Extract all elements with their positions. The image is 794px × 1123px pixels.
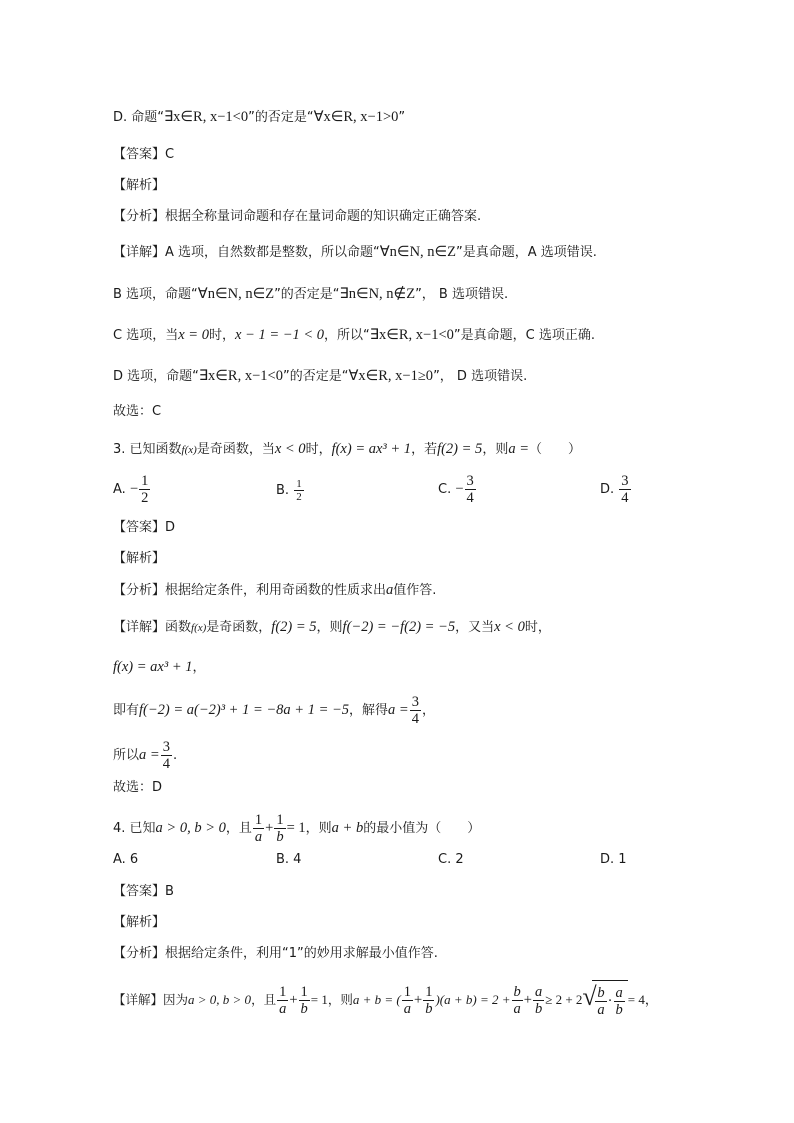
math-expression: f(2) = 5 — [437, 441, 483, 457]
q3-option-a — [113, 473, 151, 506]
operator: · — [607, 993, 613, 1009]
fraction — [533, 984, 544, 1017]
q3-detail-2 — [113, 657, 206, 678]
q2-answer: 【答案】C — [113, 147, 175, 162]
text: ， — [421, 703, 435, 718]
numerator: 1 — [276, 812, 284, 828]
operator: + — [289, 992, 298, 1008]
math-expression: a > 0, b > 0 — [155, 820, 226, 836]
q3-option-d — [600, 473, 632, 506]
denominator: 4 — [411, 711, 419, 727]
q2-detail-c — [113, 325, 595, 346]
option-label: A. — [113, 482, 126, 497]
denominator: a — [597, 1002, 605, 1018]
q3-detail-3 — [113, 690, 435, 731]
fraction — [410, 694, 421, 727]
q4-fenxi: 【分析】根据给定条件，利用“1”的妙用求解最小值作答. — [113, 946, 438, 961]
text: 【分析】根据给定条件，利用奇函数的性质求出 — [113, 583, 387, 598]
q3-fenxi — [113, 580, 436, 601]
operator: + — [523, 992, 532, 1008]
numerator: 1 — [296, 478, 302, 490]
numerator: 1 — [254, 812, 263, 828]
text: ，解得 — [349, 703, 389, 718]
q2-fenxi: 【分析】根据全称量词命题和存在量词命题的知识确定正确答案. — [113, 209, 482, 224]
q4-stem — [113, 808, 480, 849]
fraction — [294, 478, 304, 503]
text: ，则 — [305, 821, 332, 836]
text: 是奇函数， — [206, 620, 272, 635]
math-expression: ≥ 2 + 2 — [545, 992, 583, 1007]
text: 所以 — [113, 748, 140, 763]
denominator: 2 — [296, 491, 302, 503]
q2-jiexi: 【解析】 — [113, 178, 166, 193]
q4-jiexi: 【解析】 — [113, 915, 166, 930]
text: ，且 — [251, 992, 277, 1007]
denominator: b — [534, 1001, 543, 1017]
q3-option-b — [276, 478, 305, 503]
math-expression: a > 0, b > 0 — [188, 992, 252, 1007]
text: ”的否定是“ — [274, 287, 340, 302]
denominator: b — [615, 1002, 623, 1018]
math-expression: ∃x∈R, x−1<0 — [198, 368, 283, 384]
option-label: D. — [600, 482, 615, 497]
text: ，则 — [327, 992, 353, 1007]
text: . — [172, 748, 178, 763]
fraction — [274, 812, 285, 845]
math-expression: = 1 — [286, 820, 306, 836]
q4-option-d: D. 1 — [600, 852, 627, 867]
fraction — [161, 739, 172, 772]
fraction — [299, 984, 310, 1017]
text: ”的否定是“ — [248, 110, 314, 125]
math-expression: ∀n∈N, n∈Z — [379, 244, 457, 260]
text: 【详解】A 选项，自然数都是整数，所以命题“ — [113, 245, 380, 260]
math-expression: f(x) = ax³ + 1 — [113, 659, 193, 675]
math-expression: a = — [139, 747, 160, 763]
denominator: a — [279, 1001, 287, 1017]
math-expression: ∀x∈R, x−1>0 — [313, 109, 399, 125]
fraction: $\frac{1}{a}$ — [403, 984, 411, 1017]
text: 即有 — [113, 703, 140, 718]
q2-detail-d — [113, 366, 527, 387]
denominator: 4 — [466, 490, 474, 506]
text: ” — [398, 110, 406, 125]
operator: + — [265, 820, 274, 836]
denominator: 2 — [141, 490, 149, 506]
numerator: b — [513, 984, 521, 1000]
numerator: 3 — [162, 739, 170, 755]
q3-detail-1 — [113, 617, 551, 638]
text: 时， — [524, 620, 551, 635]
fraction — [512, 984, 523, 1017]
numerator: 1 — [300, 984, 308, 1000]
q4-option-a: A. 6 — [113, 852, 139, 867]
q2-option-d — [113, 107, 405, 128]
math-expression: f(x) = ax³ + 1 — [331, 441, 412, 457]
radicand — [592, 980, 627, 1021]
math-expression: ∀x∈R, x−1≥0 — [348, 368, 434, 384]
fraction — [253, 812, 264, 845]
math-expression: = 1 — [310, 992, 328, 1007]
denominator: 4 — [621, 490, 629, 506]
fraction — [277, 984, 288, 1017]
math-expression: x < 0 — [494, 619, 525, 635]
text: ”的否定是“ — [282, 369, 349, 384]
text: 【详解】因为 — [113, 992, 189, 1007]
text: 时， — [208, 328, 235, 343]
math-expression: a — [386, 582, 394, 598]
math-expression: f(−2) = −f(2) = −5 — [342, 619, 456, 635]
numerator: 1 — [279, 984, 287, 1000]
text: B 选项，命题“ — [113, 287, 198, 302]
fraction — [619, 473, 630, 506]
math-expression: = 4， — [627, 992, 658, 1007]
text: ”， B 选项错误. — [415, 287, 509, 302]
q3-jiexi: 【解析】 — [113, 551, 166, 566]
math-expression: f(2) = 5 — [271, 619, 317, 635]
q3-detail-4 — [113, 735, 177, 776]
math-expression: f(x) — [191, 622, 207, 634]
q2-detail-a — [113, 242, 597, 263]
q3-option-c — [438, 473, 477, 506]
math-expression: f(−2) = a(−2)³ + 1 = −8a + 1 = −5 — [139, 702, 350, 718]
text: C 选项，当 — [113, 328, 179, 343]
sign: − — [129, 481, 139, 497]
denominator: 4 — [162, 756, 170, 772]
text: 值作答. — [393, 583, 437, 598]
q3-choice: 故选：D — [113, 780, 163, 795]
fraction — [139, 473, 150, 506]
text: ，又当 — [455, 620, 495, 635]
sign: − — [455, 481, 464, 497]
math-expression: a = — [388, 702, 409, 718]
q3-stem — [113, 439, 581, 460]
text: 3. 已知函数 — [113, 442, 182, 457]
text: 时， — [305, 442, 332, 457]
numerator: b — [597, 985, 605, 1001]
q2-detail-b — [113, 284, 508, 305]
math-expression: f(x) — [181, 444, 197, 456]
text: ”是真命题，A 选项错误. — [456, 245, 597, 260]
option-label: B. — [276, 483, 290, 498]
fraction — [614, 985, 625, 1018]
math-expression: x = 0 — [178, 327, 209, 343]
option-label: C. — [438, 482, 452, 497]
text: ，则 — [316, 620, 343, 635]
numerator: a — [534, 984, 543, 1000]
text: ，若 — [411, 442, 438, 457]
math-expression: ∃x∈R, x−1<0 — [369, 327, 454, 343]
numerator: 3 — [466, 473, 474, 489]
fraction — [595, 985, 606, 1018]
q4-answer: 【答案】B — [113, 884, 174, 899]
q4-option-c: C. 2 — [438, 852, 464, 867]
text: ，则 — [482, 442, 509, 457]
text: ”是真命题，C 选项正确. — [453, 328, 595, 343]
q2-choice: 故选：C — [113, 404, 162, 419]
math-expression: )(a + b) = 2 + — [435, 992, 511, 1007]
math-expression: a = — [508, 441, 529, 457]
math-expression: a + b = ( — [352, 992, 401, 1007]
text: ，所以“ — [324, 328, 370, 343]
denominator: b — [300, 1001, 308, 1017]
text: D 选项，命题“ — [113, 369, 199, 384]
text: 【详解】函数 — [113, 620, 192, 635]
numerator: 1 — [141, 473, 149, 489]
numerator: 3 — [411, 694, 419, 710]
text: （ ） — [529, 442, 582, 457]
text: ”， D 选项错误. — [433, 369, 528, 384]
numerator: a — [615, 985, 623, 1001]
math-expression: x < 0 — [274, 441, 306, 457]
text: 是奇函数，当 — [196, 442, 275, 457]
text: 4. 已知 — [113, 821, 156, 836]
denominator: a — [254, 829, 263, 845]
text: ， — [192, 660, 206, 675]
fraction: $\frac{1}{b}$ — [425, 984, 433, 1017]
q4-option-b: B. 4 — [276, 852, 302, 867]
radical-sign: √ — [582, 982, 597, 1011]
square-root — [582, 980, 627, 1021]
math-expression: x − 1 = −1 < 0 — [234, 327, 325, 343]
math-expression: a + b — [331, 820, 364, 836]
q3-answer: 【答案】D — [113, 520, 176, 535]
math-expression: ∃x∈R, x−1<0 — [164, 109, 249, 125]
text: D. 命题“ — [113, 110, 165, 125]
denominator: a — [513, 1001, 521, 1017]
text: 的最小值为（ ） — [363, 821, 481, 836]
math-expression: ∀n∈N, n∈Z — [197, 286, 275, 302]
q4-detail: 【详解】因为a > 0, b > 0，且 $\frac{1}{a}$ + $\frac{1}{b}$ = 1，则a + b = ( $\frac{1}{a}$ + $\frac{1}{b}$ )(a + b) = 2 + $\frac{b}{a}$ + $\frac{a}{b}$ ≥ 2 + 2 √ $\frac{b}{a}$ · $\frac{a}{b}$ = 4， — [113, 980, 658, 1021]
math-expression: ∃n∈N, n∉Z — [339, 286, 416, 302]
text: ，且 — [225, 821, 252, 836]
fraction — [465, 473, 476, 506]
denominator: b — [276, 829, 284, 845]
numerator: 3 — [621, 473, 629, 489]
